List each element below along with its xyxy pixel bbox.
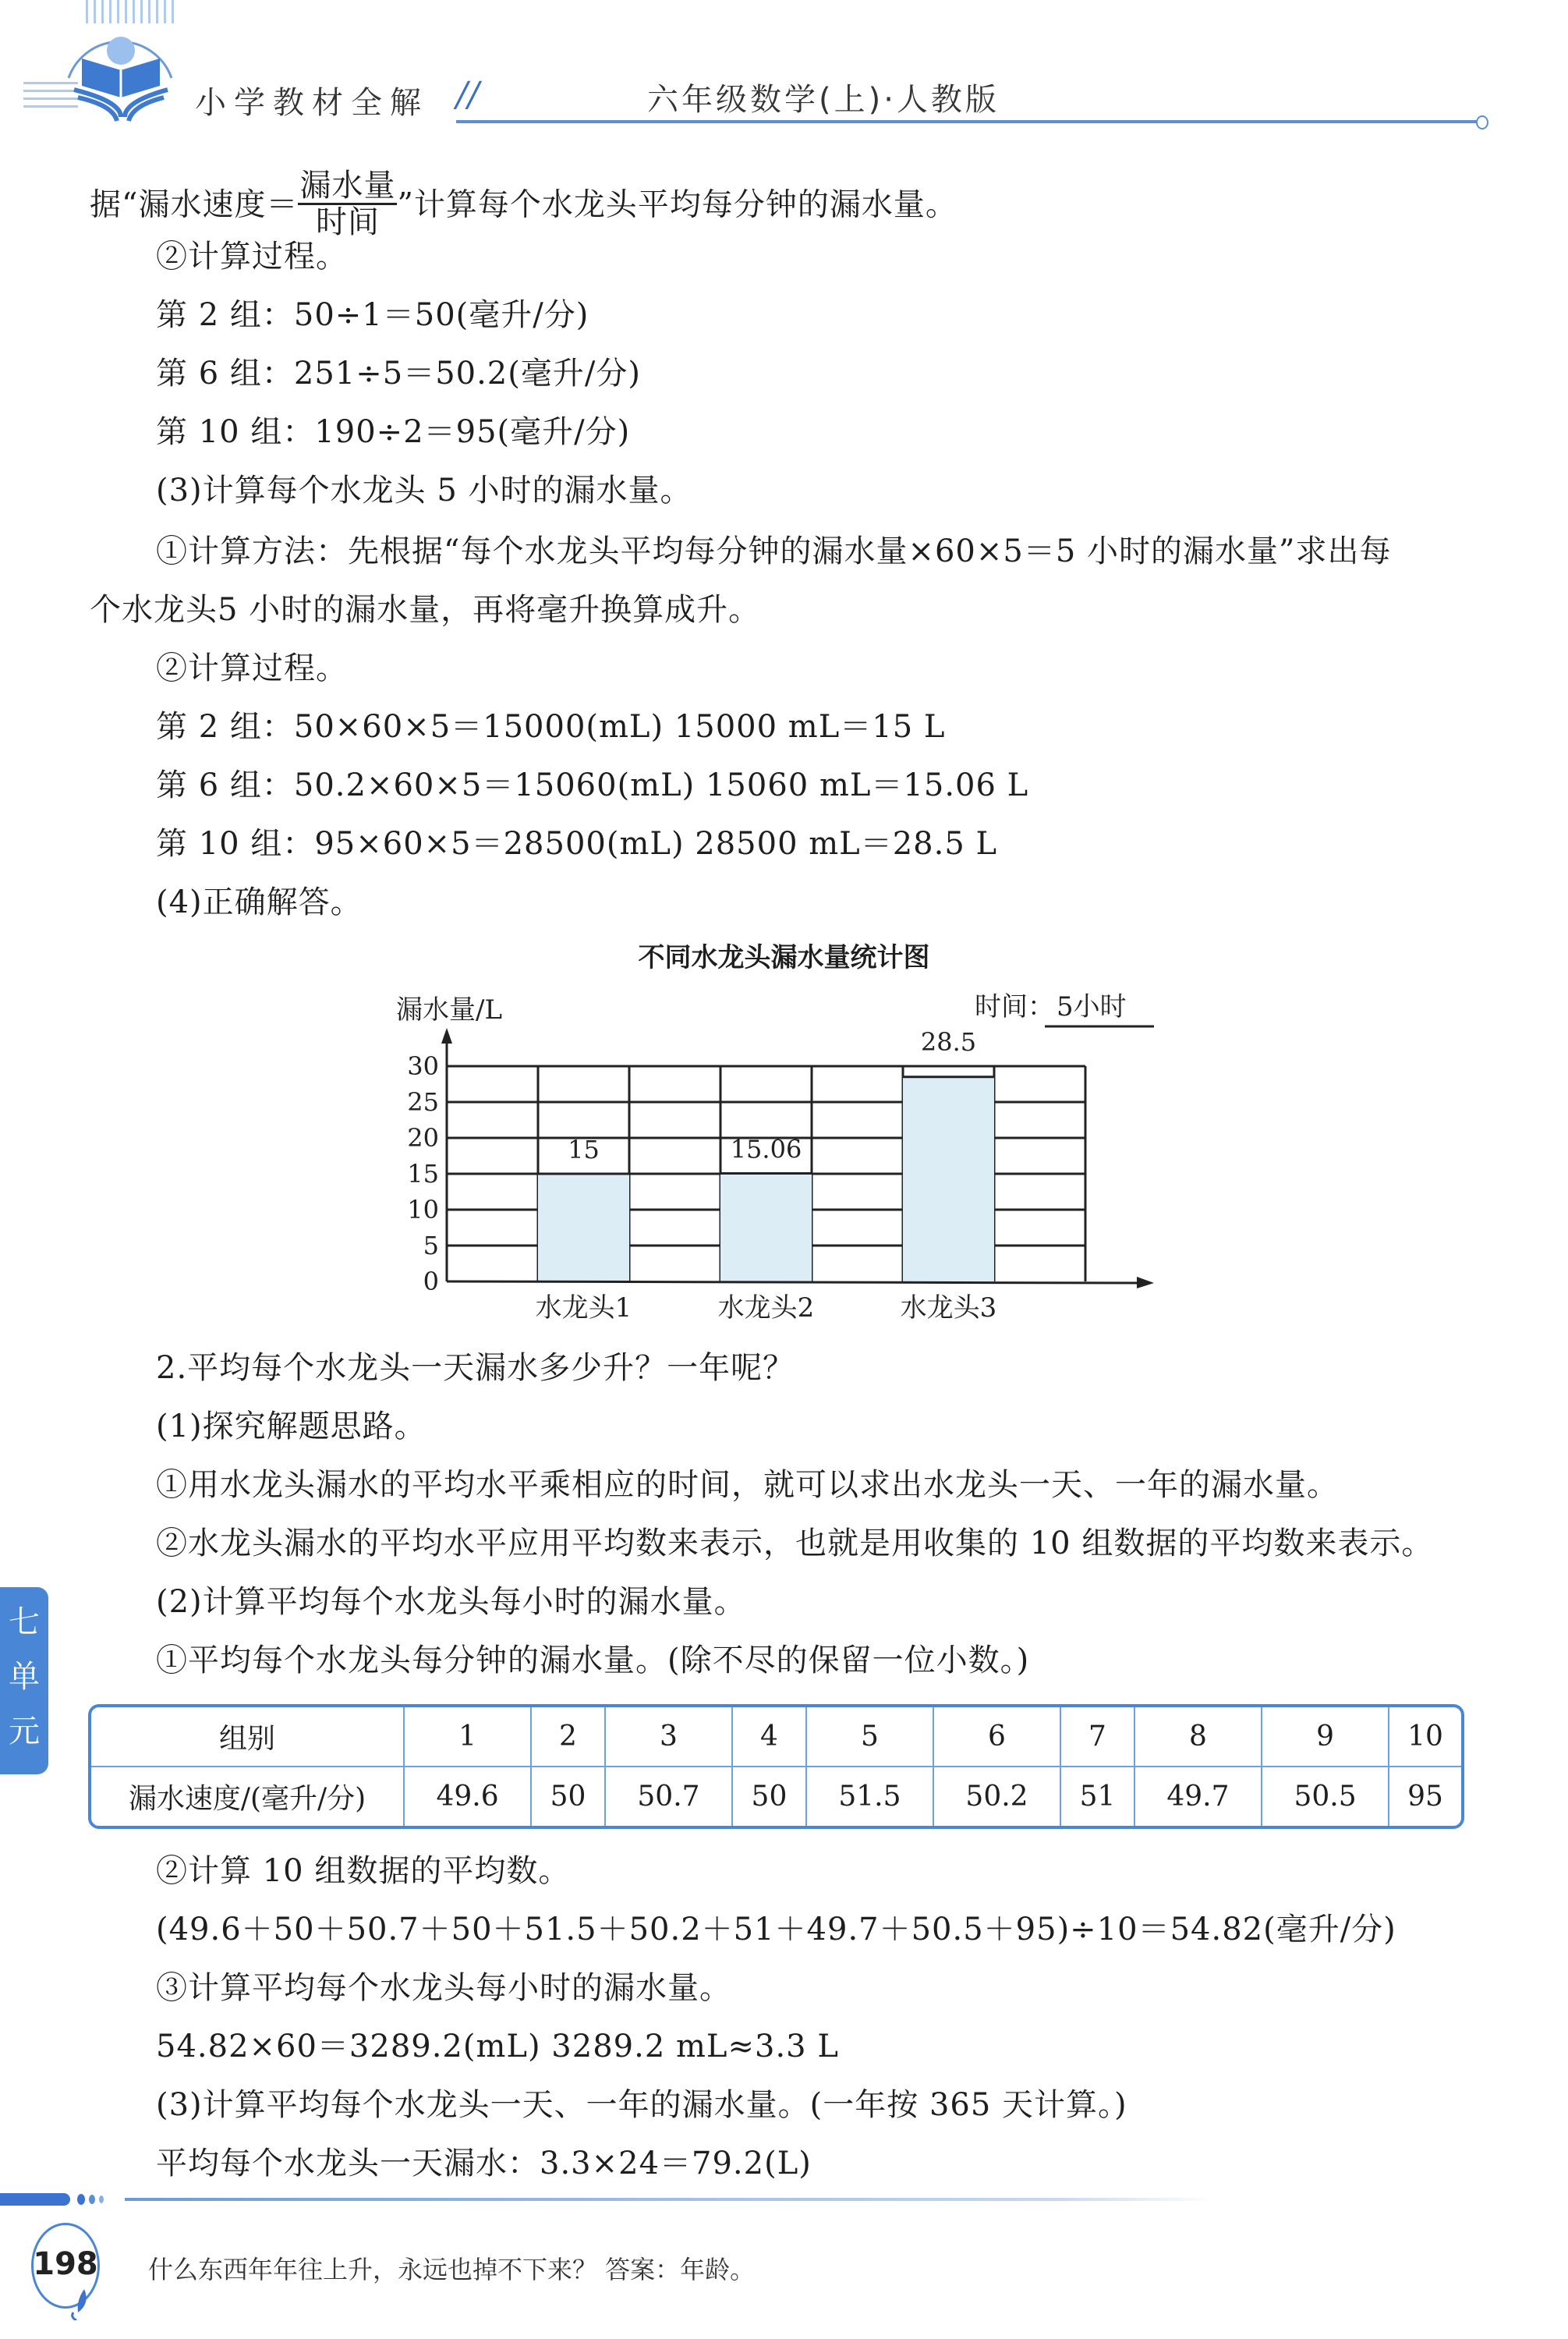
x-tick-label: 水龙头2 <box>717 1292 815 1324</box>
x-axis-arrow-icon <box>1137 1277 1154 1288</box>
text-line: ②水龙头漏水的平均水平应用平均数来表示，也就是用收集的 10 组数据的平均数来表示。 <box>156 1526 1434 1561</box>
text-line: (2)计算平均每个水龙头每小时的漏水量。 <box>156 1584 746 1620</box>
x-tick-label: 水龙头3 <box>900 1292 997 1324</box>
table-cell: 50.7 <box>605 1767 732 1826</box>
x-axis <box>447 1281 1142 1283</box>
header-rule <box>456 120 1478 123</box>
text-line: ③计算平均每个水龙头每小时的漏水量。 <box>156 1970 731 2006</box>
table-cell: 50.2 <box>933 1767 1060 1826</box>
y-tick-label: 30 <box>407 1051 439 1081</box>
y-tick-label: 10 <box>407 1195 439 1224</box>
table-cell: 1 <box>404 1707 531 1767</box>
footer-accent-bar <box>0 2193 70 2206</box>
text-line: ②计算过程。 <box>156 650 348 686</box>
text-line: (3)计算每个水龙头 5 小时的漏水量。 <box>156 473 692 509</box>
text-line: 54.82×60＝3289.2(mL) 3289.2 mL≈3.3 L <box>156 2029 839 2064</box>
text-line: ②计算 10 组数据的平均数。 <box>156 1853 571 1889</box>
y-tick-label: 20 <box>407 1123 439 1153</box>
table-cell: 49.7 <box>1134 1767 1262 1826</box>
table-cell: 7 <box>1060 1707 1134 1767</box>
table-cell: 5 <box>806 1707 933 1767</box>
header-slash-icon: // <box>456 75 480 115</box>
text-line: 2.平均每个水龙头一天漏水多少升？一年呢？ <box>156 1350 795 1386</box>
text-line: 第 2 组：50÷1＝50(毫升/分) <box>156 297 589 333</box>
table-cell: 10 <box>1389 1707 1461 1767</box>
table-cell: 51.5 <box>806 1767 933 1826</box>
table-cell: 50 <box>732 1767 806 1826</box>
chart-bars <box>536 1027 997 1324</box>
text-line: ①平均每个水龙头每分钟的漏水量。(除不尽的保留一位小数。) <box>156 1643 1030 1678</box>
footer-riddle: 什么东西年年往上升，永远也掉不下来？ 答案：年龄。 <box>148 2255 756 2284</box>
bar-value-label: 15.06 <box>730 1134 802 1164</box>
text-line: ②计算过程。 <box>156 239 348 275</box>
table-cell: 8 <box>1134 1707 1262 1767</box>
side-tab-char: 元 <box>9 1713 40 1749</box>
text-line: (4)正确解答。 <box>156 884 363 920</box>
series-title: 小学教材全解 <box>195 85 429 121</box>
table-cell: 49.6 <box>404 1767 531 1826</box>
fraction-numerator: 漏水量 <box>299 168 396 204</box>
leak-speed-table <box>88 1704 1464 1829</box>
side-tab-char: 单 <box>9 1659 40 1695</box>
table-cell: 9 <box>1262 1707 1389 1767</box>
table-cell: 3 <box>605 1707 732 1767</box>
table-cell: 6 <box>933 1707 1060 1767</box>
table-cell: 51 <box>1060 1767 1134 1826</box>
x-tick-label: 水龙头1 <box>535 1292 632 1324</box>
y-tick-label: 25 <box>407 1087 439 1117</box>
text-line: ①用水龙头漏水的平均水平乘相应的时间，就可以求出水龙头一天、一年的漏水量。 <box>156 1467 1339 1503</box>
y-axis-arrow-icon <box>441 1028 452 1044</box>
table-header-label: 组别 <box>91 1707 404 1767</box>
text-line: (1)探究解题思路。 <box>156 1409 427 1444</box>
bar-value-label: 15 <box>568 1135 600 1164</box>
formula-line <box>90 168 957 243</box>
book-logo-icon <box>23 0 187 125</box>
table-cell: 95 <box>1389 1767 1461 1826</box>
text-line: 第 10 组：190÷2＝95(毫升/分) <box>156 414 631 450</box>
leaf-icon <box>69 2289 90 2320</box>
y-tick-label: 5 <box>423 1231 439 1260</box>
text-line: 第 6 组：50.2×60×5＝15060(mL) 15060 mL＝15.06 L <box>156 767 1029 803</box>
bar-value-label: 28.5 <box>920 1027 977 1057</box>
text-line: 第 10 组：95×60×5＝28500(mL) 28500 mL＝28.5 L <box>156 826 998 862</box>
bar-chart <box>0 983 1568 1326</box>
table-row-label: 漏水速度/(毫升/分) <box>91 1767 404 1826</box>
footer-dots-icon <box>75 2193 122 2206</box>
unit-side-tab <box>0 1587 48 1774</box>
text-line: ①计算方法：先根据“每个水龙头平均每分钟的漏水量×60×5＝5 小时的漏水量”求出每 <box>156 533 1392 569</box>
text-line: (3)计算平均每个水龙头一天、一年的漏水量。(一年按 365 天计算。) <box>156 2087 1127 2123</box>
text-line: 第 6 组：251÷5＝50.2(毫升/分) <box>156 356 641 392</box>
fraction-denominator: 时间 <box>315 204 380 240</box>
table-cell: 50 <box>531 1767 605 1826</box>
y-tick-label: 0 <box>423 1267 439 1296</box>
text-line: (49.6＋50＋50.7＋50＋51.5＋50.2＋51＋49.7＋50.5＋95)÷10＝54.82(毫升/分) <box>156 1912 1396 1947</box>
book-title: 六年级数学(上)·人教版 <box>647 82 1000 118</box>
table-header-row <box>91 1707 1461 1767</box>
table-cell: 2 <box>531 1707 605 1767</box>
formula-suffix: ”计算每个水龙头平均每分钟的漏水量。 <box>397 186 957 223</box>
bar <box>538 1174 629 1281</box>
footer-rule <box>125 2198 1216 2201</box>
bar <box>903 1077 994 1281</box>
time-annotation-label: 时间： <box>975 991 1054 1022</box>
fraction <box>298 168 397 239</box>
y-axis-label: 漏水量/L <box>396 994 503 1026</box>
chart-title: 不同水龙头漏水量统计图 <box>638 942 930 973</box>
page-number: 198 <box>33 2246 98 2282</box>
chart-y-ticks <box>407 1051 439 1296</box>
text-line: 平均每个水龙头一天漏水：3.3×24＝79.2(L) <box>156 2146 812 2181</box>
table-cell: 50.5 <box>1262 1767 1389 1826</box>
formula-prefix: 据“漏水速度＝ <box>90 186 299 223</box>
time-annotation-value: 5小时 <box>1057 991 1127 1022</box>
y-tick-label: 15 <box>407 1159 439 1189</box>
bar <box>720 1173 812 1281</box>
text-line: 个水龙头5 小时的漏水量，再将毫升换算成升。 <box>90 592 761 628</box>
table-cell: 4 <box>732 1707 806 1767</box>
table-row <box>91 1767 1461 1826</box>
text-line: 第 2 组：50×60×5＝15000(mL) 15000 mL＝15 L <box>156 709 946 745</box>
side-tab-char: 七 <box>9 1604 40 1640</box>
header-rule-end-icon <box>1476 115 1488 129</box>
